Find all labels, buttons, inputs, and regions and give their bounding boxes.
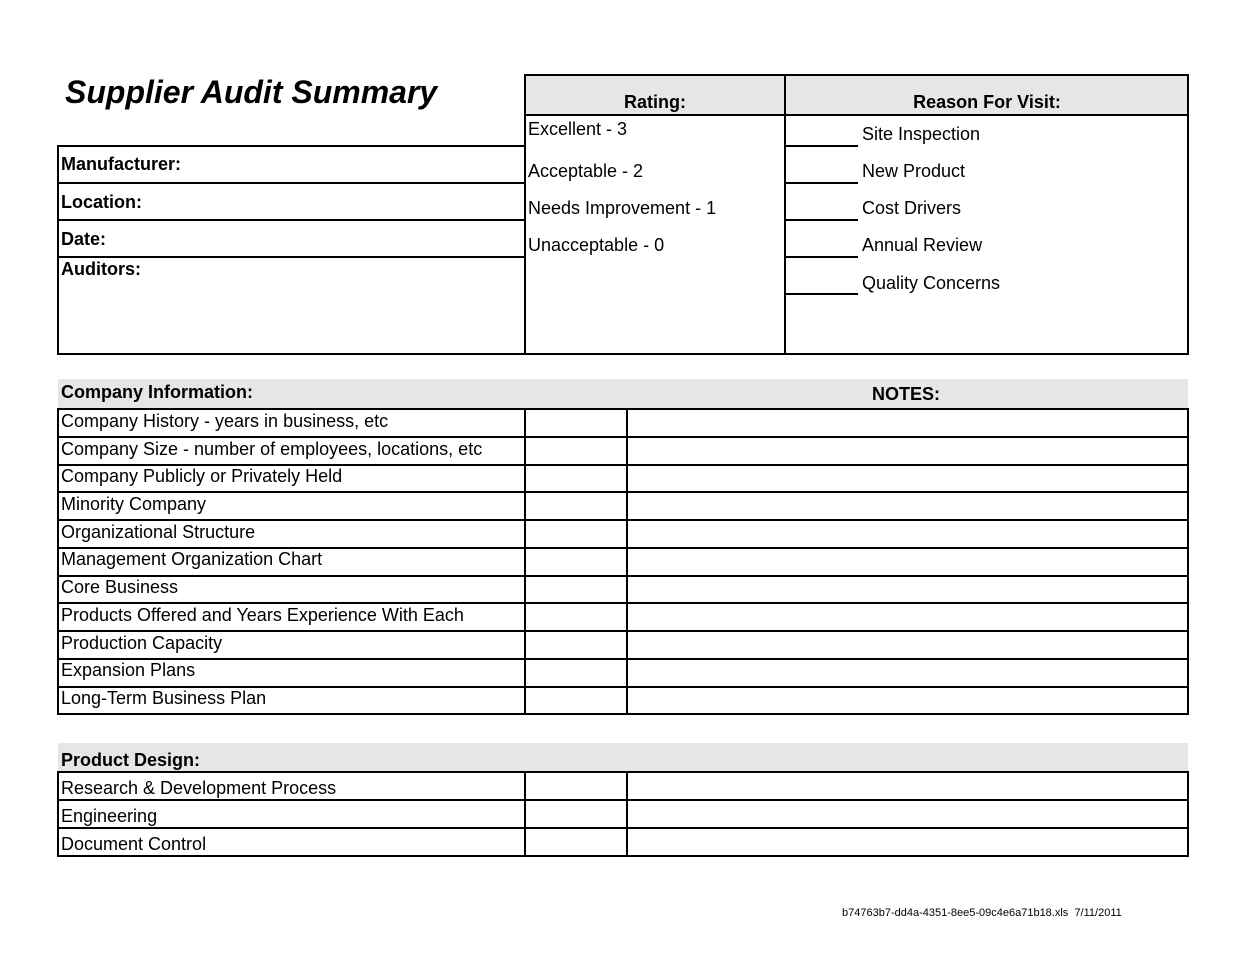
table-row-label: Research & Development Process — [61, 778, 337, 798]
manufacturer-label: Manufacturer: — [61, 154, 182, 174]
footer-file-info — [842, 907, 1122, 919]
rating-option: Unacceptable - 0 — [528, 235, 665, 255]
checkbox-line[interactable] — [786, 293, 858, 295]
product-design-heading: Product Design: — [61, 750, 201, 770]
table-row-label: Company Size - number of employees, locations, etc — [61, 439, 483, 459]
table-row-label: Minority Company — [61, 494, 207, 514]
table-row-label: Company History - years in business, etc — [61, 411, 389, 431]
reason-option: New Product — [862, 161, 966, 181]
reason-option: Site Inspection — [862, 124, 981, 144]
checkbox-line[interactable] — [786, 219, 858, 221]
checkbox-line[interactable] — [786, 256, 858, 258]
rating-option: Needs Improvement - 1 — [528, 198, 717, 218]
table-row-label: Core Business — [61, 577, 179, 597]
table-row-label: Production Capacity — [61, 633, 223, 653]
date-label: Date: — [61, 229, 107, 249]
page-title: Supplier Audit Summary — [65, 74, 438, 110]
table-row-label: Organizational Structure — [61, 522, 256, 542]
checkbox-line[interactable] — [786, 182, 858, 184]
table-row-label: Expansion Plans — [61, 660, 196, 680]
table-row-label: Engineering — [61, 806, 158, 826]
location-label: Location: — [61, 192, 142, 212]
table-row-label: Company Publicly or Privately Held — [61, 466, 343, 486]
reason-option: Annual Review — [862, 235, 983, 255]
rating-heading: Rating: — [624, 92, 686, 112]
auditors-label: Auditors: — [61, 259, 141, 279]
footer-filename: b74763b7-dd4a-4351-8ee5-09c4e6a71b18.xls — [842, 907, 1069, 919]
table-row-label: Long-Term Business Plan — [61, 688, 267, 708]
rating-option: Excellent - 3 — [528, 119, 628, 139]
checkbox-line[interactable] — [786, 145, 858, 147]
product-design-header-bg — [58, 743, 1188, 772]
table-row-label: Management Organization Chart — [61, 549, 323, 569]
notes-heading: NOTES: — [872, 384, 941, 404]
company-info-heading: Company Information: — [61, 382, 253, 402]
table-row-label: Products Offered and Years Experience With Each — [61, 605, 464, 625]
reason-option: Quality Concerns — [862, 273, 1001, 293]
reason-option: Cost Drivers — [862, 198, 962, 218]
reason-heading: Reason For Visit: — [913, 92, 1061, 112]
rating-option: Acceptable - 2 — [528, 161, 644, 181]
footer-date: 7/11/2011 — [1074, 907, 1122, 919]
table-row-label: Document Control — [61, 834, 207, 854]
